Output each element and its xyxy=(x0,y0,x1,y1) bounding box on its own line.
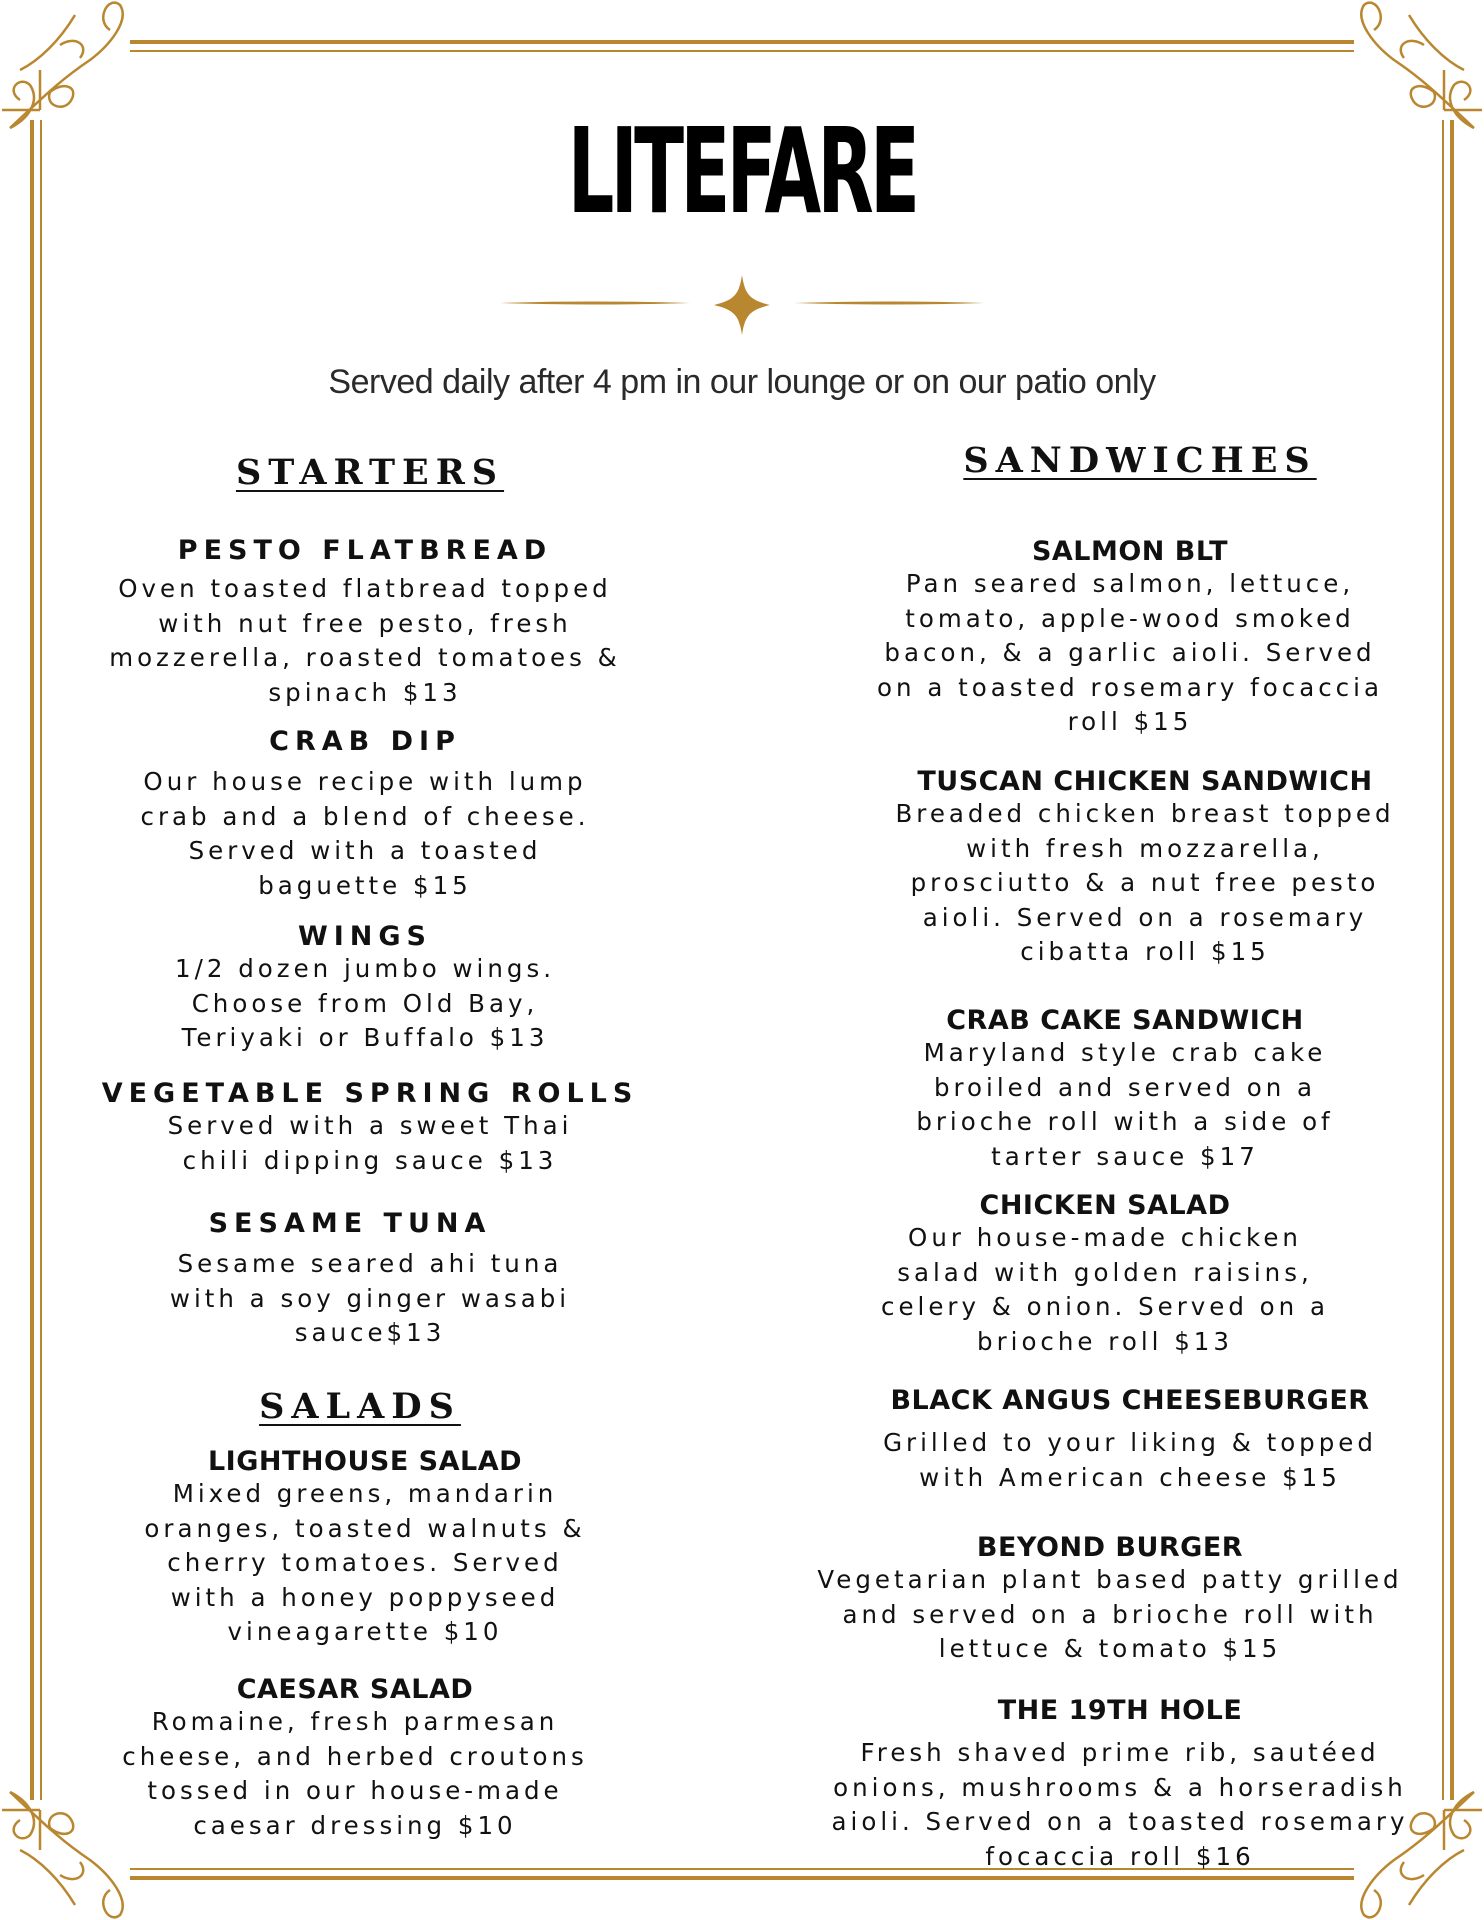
menu-item-beyond-burger xyxy=(790,1532,1430,1667)
item-name: VEGETABLE SPRING ROLLS xyxy=(101,1078,639,1109)
sandwiches-heading: SANDWICHES xyxy=(963,440,1317,481)
item-name: BEYOND BURGER xyxy=(976,1532,1244,1563)
menu-item-pesto-flatbread xyxy=(80,535,650,710)
item-description: Breaded chicken breast topped with fresh mozzarella, prosciutto & a nut free pesto aioli. Served on a rosemary cibatta roll $15 xyxy=(895,799,1395,966)
star-divider xyxy=(500,270,984,340)
star-icon xyxy=(714,275,770,335)
menu-item-black-angus-cheeseburger xyxy=(835,1385,1425,1495)
item-name: BLACK ANGUS CHEESEBURGER xyxy=(890,1385,1370,1416)
item-name: THE 19TH HOLE xyxy=(997,1695,1243,1726)
menu-item-sesame-tuna xyxy=(150,1208,590,1351)
menu-subtitle: Served daily after 4 pm in our lounge or on our patio only xyxy=(328,363,1156,401)
item-name: LIGHTHOUSE SALAD xyxy=(207,1446,523,1477)
menu-item-chicken-salad xyxy=(855,1190,1355,1359)
menu-item-crab-cake-sandwich xyxy=(880,1005,1370,1174)
corner-ornament-top-left xyxy=(0,0,140,140)
menu-item-wings xyxy=(150,921,580,1056)
item-name: WINGS xyxy=(297,921,433,952)
menu-item-caesar-salad xyxy=(100,1674,610,1843)
item-description: Romaine, fresh parmesan cheese, and herbed croutons tossed in our house-made caesar dressing $10 xyxy=(122,1707,588,1840)
item-description: Sesame seared ahi tuna with a soy ginger wasabi sauce$13 xyxy=(169,1249,571,1347)
item-description: 1/2 dozen jumbo wings. Choose from Old Bay, Teriyaki or Buffalo $13 xyxy=(174,954,555,1052)
item-description: Grilled to your liking & topped with American cheese $15 xyxy=(883,1428,1377,1492)
item-description: Maryland style crab cake broiled and served on a brioche roll with a side of tarter sauce $17 xyxy=(916,1038,1334,1171)
item-name: CAESAR SALAD xyxy=(236,1674,474,1705)
item-description: Oven toasted flatbread topped with nut free pesto, fresh mozzerella, roasted tomatoes & spinach $13 xyxy=(109,574,621,707)
corner-ornament-top-right xyxy=(1344,0,1484,140)
menu-item-vegetable-spring-rolls xyxy=(100,1078,640,1178)
menu-item-lighthouse-salad xyxy=(120,1446,610,1650)
frame-top-line xyxy=(130,40,1354,44)
menu-title: LITEFARE xyxy=(567,102,917,240)
salads-heading: SALADS xyxy=(259,1386,461,1427)
menu-item-salmon-blt xyxy=(855,536,1405,740)
item-description: Mixed greens, mandarin oranges, toasted walnuts & cherry tomatoes. Served with a honey poppyseed vineagarette $10 xyxy=(144,1479,586,1646)
item-name: SALMON BLT xyxy=(1031,536,1229,567)
item-name: CHICKEN SALAD xyxy=(979,1190,1231,1221)
frame-top-line-inner xyxy=(130,50,1354,52)
menu-item-crab-dip xyxy=(140,726,590,903)
frame-bottom-line xyxy=(130,1876,1354,1880)
menu-item-tuscan-chicken-sandwich xyxy=(870,766,1420,970)
item-description: Vegetarian plant based patty grilled and served on a brioche roll with lettuce & tomato $15 xyxy=(817,1565,1403,1663)
item-name: PESTO FLATBREAD xyxy=(177,535,553,566)
menu-item-the-19th-hole xyxy=(810,1695,1430,1874)
starters-heading: STARTERS xyxy=(235,452,505,493)
item-description: Our house-made chicken salad with golden raisins, celery & onion. Served on a brioche roll $13 xyxy=(880,1223,1330,1356)
item-description: Served with a sweet Thai chili dipping sauce $13 xyxy=(167,1111,573,1175)
item-name: SESAME TUNA xyxy=(208,1208,492,1239)
item-description: Pan seared salmon, lettuce, tomato, apple-wood smoked bacon, & a garlic aioli. Served on a toasted rosemary focaccia roll $15 xyxy=(877,569,1383,736)
item-name: TUSCAN CHICKEN SANDWICH xyxy=(917,766,1373,797)
item-name: CRAB CAKE SANDWICH xyxy=(946,1005,1304,1036)
item-description: Fresh shaved prime rib, sautéed onions, mushrooms & a horseradish aioli. Served on a toasted rosemary focaccia roll $16 xyxy=(831,1738,1409,1871)
item-description: Our house recipe with lump crab and a blend of cheese. Served with a toasted baguette $15 xyxy=(140,767,590,900)
item-name: CRAB DIP xyxy=(269,726,461,757)
